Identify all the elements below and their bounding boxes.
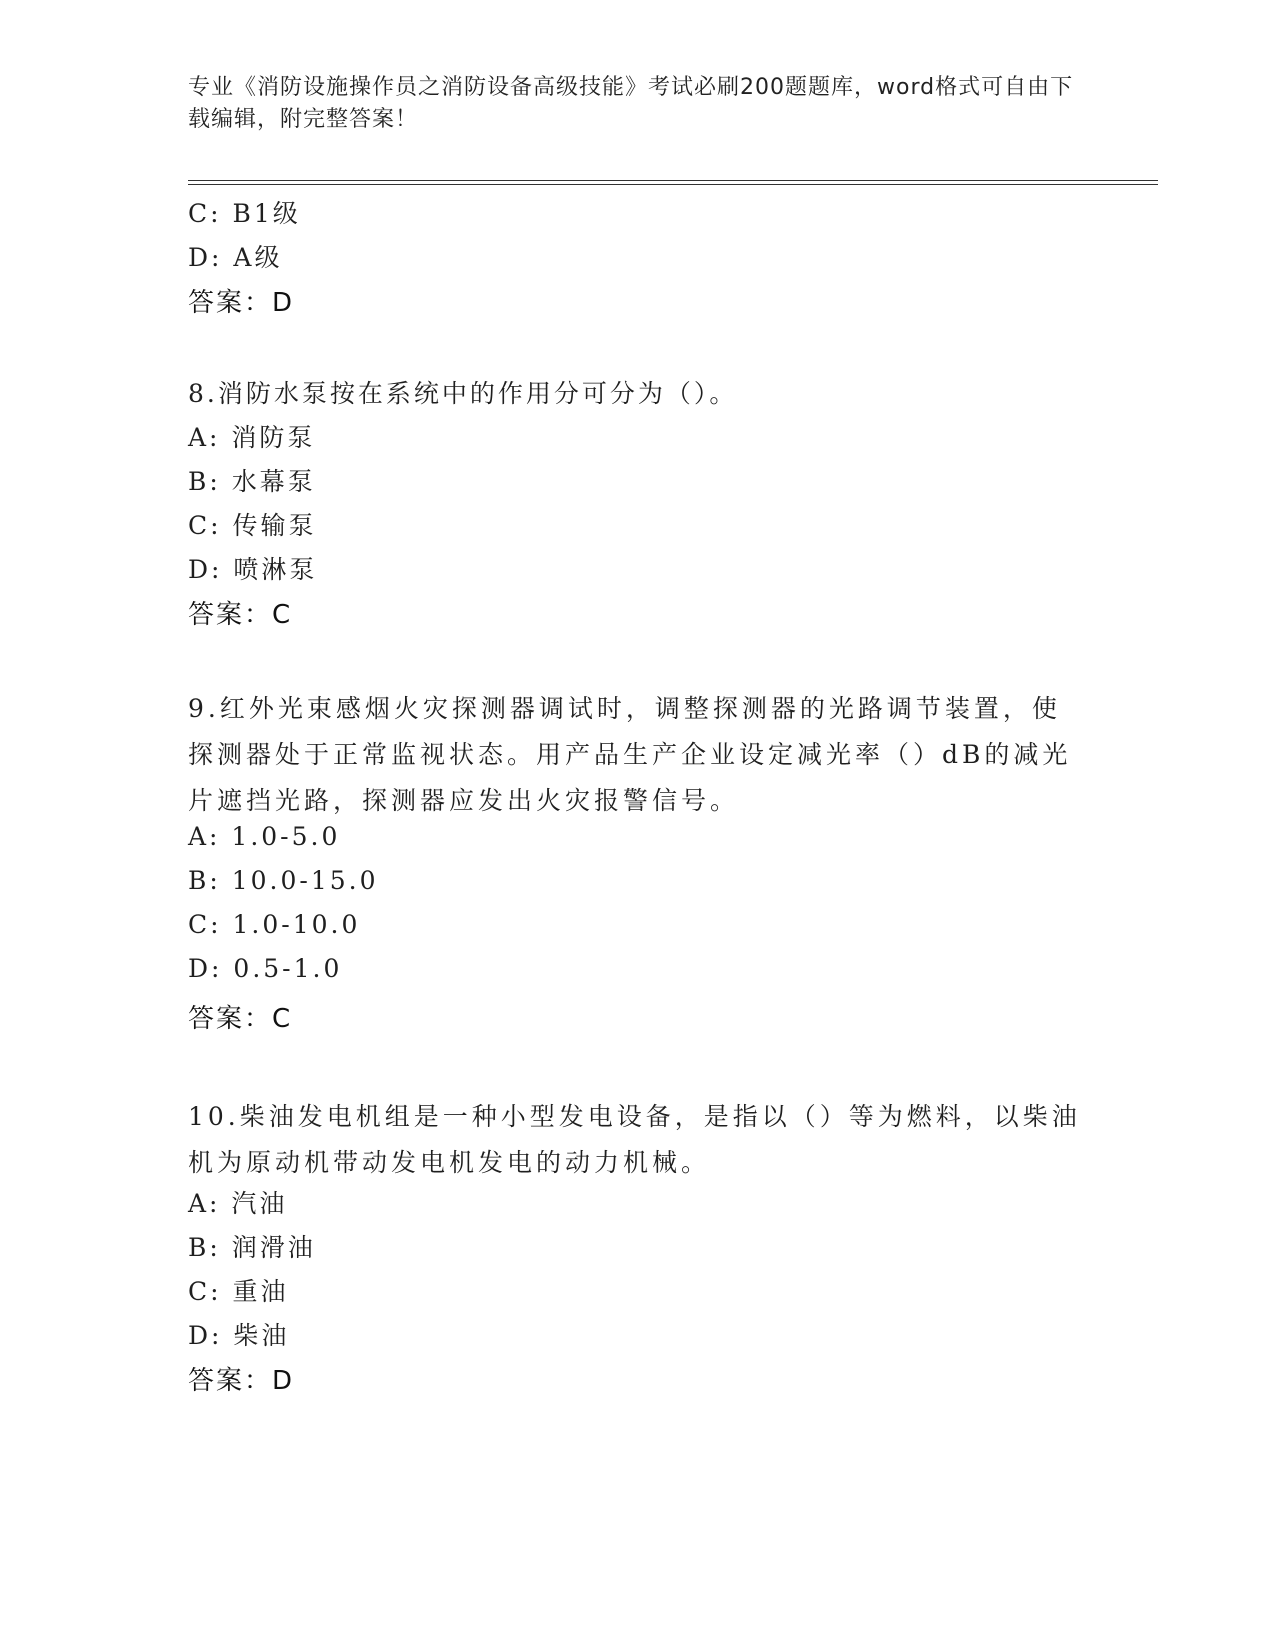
q10-stem: 10.柴油发电机组是一种小型发电设备，是指以（）等为燃料，以柴油机为原动机带动发电机发电的动力机械。: [188, 1102, 1081, 1177]
q8-option-d: D: 喷淋泵: [188, 555, 318, 584]
document-header: 专业《消防设施操作员之消防设备高级技能》考试必刷200题题库，word格式可自由下载编辑，附完整答案！: [188, 75, 1074, 132]
q7-option-c: C: B1级: [188, 199, 301, 228]
q8-option-b: B: 水幕泵: [188, 467, 316, 496]
q10-option-b: B: 润滑油: [188, 1233, 316, 1262]
header-divider-bottom: [188, 184, 1158, 185]
q10-option-a: A: 汽油: [188, 1189, 288, 1218]
q8-answer: 答案：C: [188, 600, 293, 630]
q9-answer: 答案：C: [188, 1004, 293, 1034]
q9-option-a: A: 1.0-5.0: [188, 822, 341, 851]
q9-option-c: C: 1.0-10.0: [188, 910, 361, 939]
header-divider-top: [188, 180, 1158, 181]
q10-answer: 答案：D: [188, 1366, 295, 1396]
q7-option-d: D: A级: [188, 243, 283, 272]
q9-stem: 9.红外光束感烟火灾探测器调试时，调整探测器的光路调节装置，使探测器处于正常监视状态。用产品生产企业设定减光率（）dB的减光片遮挡光路，探测器应发出火灾报警信号。: [188, 694, 1072, 815]
q9-option-b: B: 10.0-15.0: [188, 866, 379, 895]
q10-option-c: C: 重油: [188, 1277, 289, 1306]
q10-option-d: D: 柴油: [188, 1321, 290, 1350]
q9-option-d: D: 0.5-1.0: [188, 954, 343, 983]
q8-option-a: A: 消防泵: [188, 423, 316, 452]
q8-stem: 8.消防水泵按在系统中的作用分可分为（）。: [188, 379, 738, 408]
q7-answer: 答案：D: [188, 288, 295, 318]
q8-option-c: C: 传输泵: [188, 511, 317, 540]
